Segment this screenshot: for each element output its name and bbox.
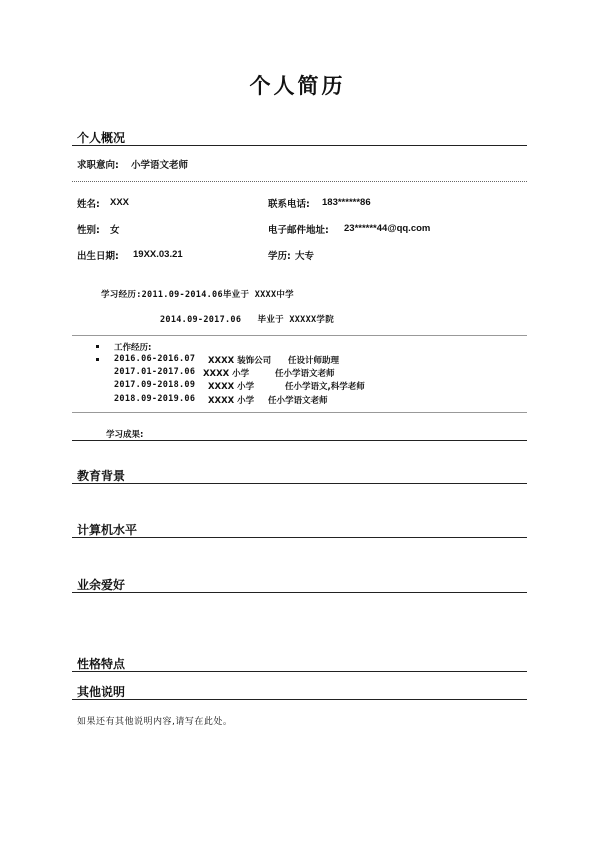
gender-value: 女 (110, 225, 120, 236)
section-education-rule (72, 483, 527, 484)
gender-label: 性别: (77, 225, 100, 236)
section-other-rule (72, 699, 527, 700)
section-personality-rule (72, 671, 527, 672)
section-computer-heading: 计算机水平 (77, 523, 138, 537)
phone-value: 183******86 (322, 197, 371, 208)
section-overview-heading: 个人概况 (77, 131, 126, 145)
work-row-org: XXXX 小学 (203, 369, 250, 379)
section-other-heading: 其他说明 (77, 685, 126, 699)
bullet (96, 345, 99, 348)
work-row-period: 2016.06-2016.07 (114, 354, 196, 364)
birth-value: 19XX.03.21 (133, 249, 183, 260)
work-label: 工作经历: (114, 343, 152, 353)
degree-label: 学历: (268, 251, 291, 262)
name-label: 姓名: (77, 199, 100, 210)
work-row-org: XXXX 小学 (208, 382, 255, 392)
work-divider (72, 412, 527, 413)
achievements-rule (72, 440, 527, 441)
page-title: 个人简历 (249, 74, 346, 98)
achievements-label: 学习成果: (106, 430, 144, 440)
email-label: 电子邮件地址: (268, 225, 329, 236)
section-hobbies-rule (72, 592, 527, 593)
name-value: XXX (110, 197, 130, 208)
study-line-1: 学习经历:2011.09-2014.06毕业于 XXXX中学 (101, 290, 294, 300)
section-education-heading: 教育背景 (77, 469, 126, 483)
work-row-period: 2017.09-2018.09 (114, 380, 196, 390)
work-row-role: 任小学语文老师 (275, 369, 335, 379)
work-row-role: 任小学语文,科学老师 (285, 382, 365, 392)
section-hobbies-heading: 业余爱好 (77, 578, 126, 592)
work-row-period: 2018.09-2019.06 (114, 394, 196, 404)
work-row-period: 2017.01-2017.06 (114, 367, 196, 377)
bullet (96, 358, 99, 361)
birth-label: 出生日期: (77, 251, 119, 262)
work-row-role: 任设计师助理 (288, 356, 340, 366)
objective-value: 小学语文老师 (131, 160, 189, 171)
section-personality-heading: 性格特点 (77, 657, 126, 671)
other-note-text: 如果还有其他说明内容,请写在此处。 (77, 717, 233, 727)
work-row-org: XXXX 装饰公司 (208, 356, 272, 366)
study-divider (72, 335, 527, 336)
work-row-role: 任小学语文老师 (268, 396, 328, 406)
study-line-2: 2014.09-2017.06 毕业于 XXXXX学院 (160, 315, 335, 325)
work-row-org: XXXX 小学 (208, 396, 255, 406)
section-computer-rule (72, 537, 527, 538)
degree-value: 大专 (295, 251, 315, 262)
objective-label: 求职意向: (77, 160, 119, 171)
section-overview-rule (72, 145, 527, 146)
email-value: 23******44@qq.com (344, 223, 431, 234)
objective-divider (72, 181, 527, 182)
phone-label: 联系电话: (268, 199, 310, 210)
